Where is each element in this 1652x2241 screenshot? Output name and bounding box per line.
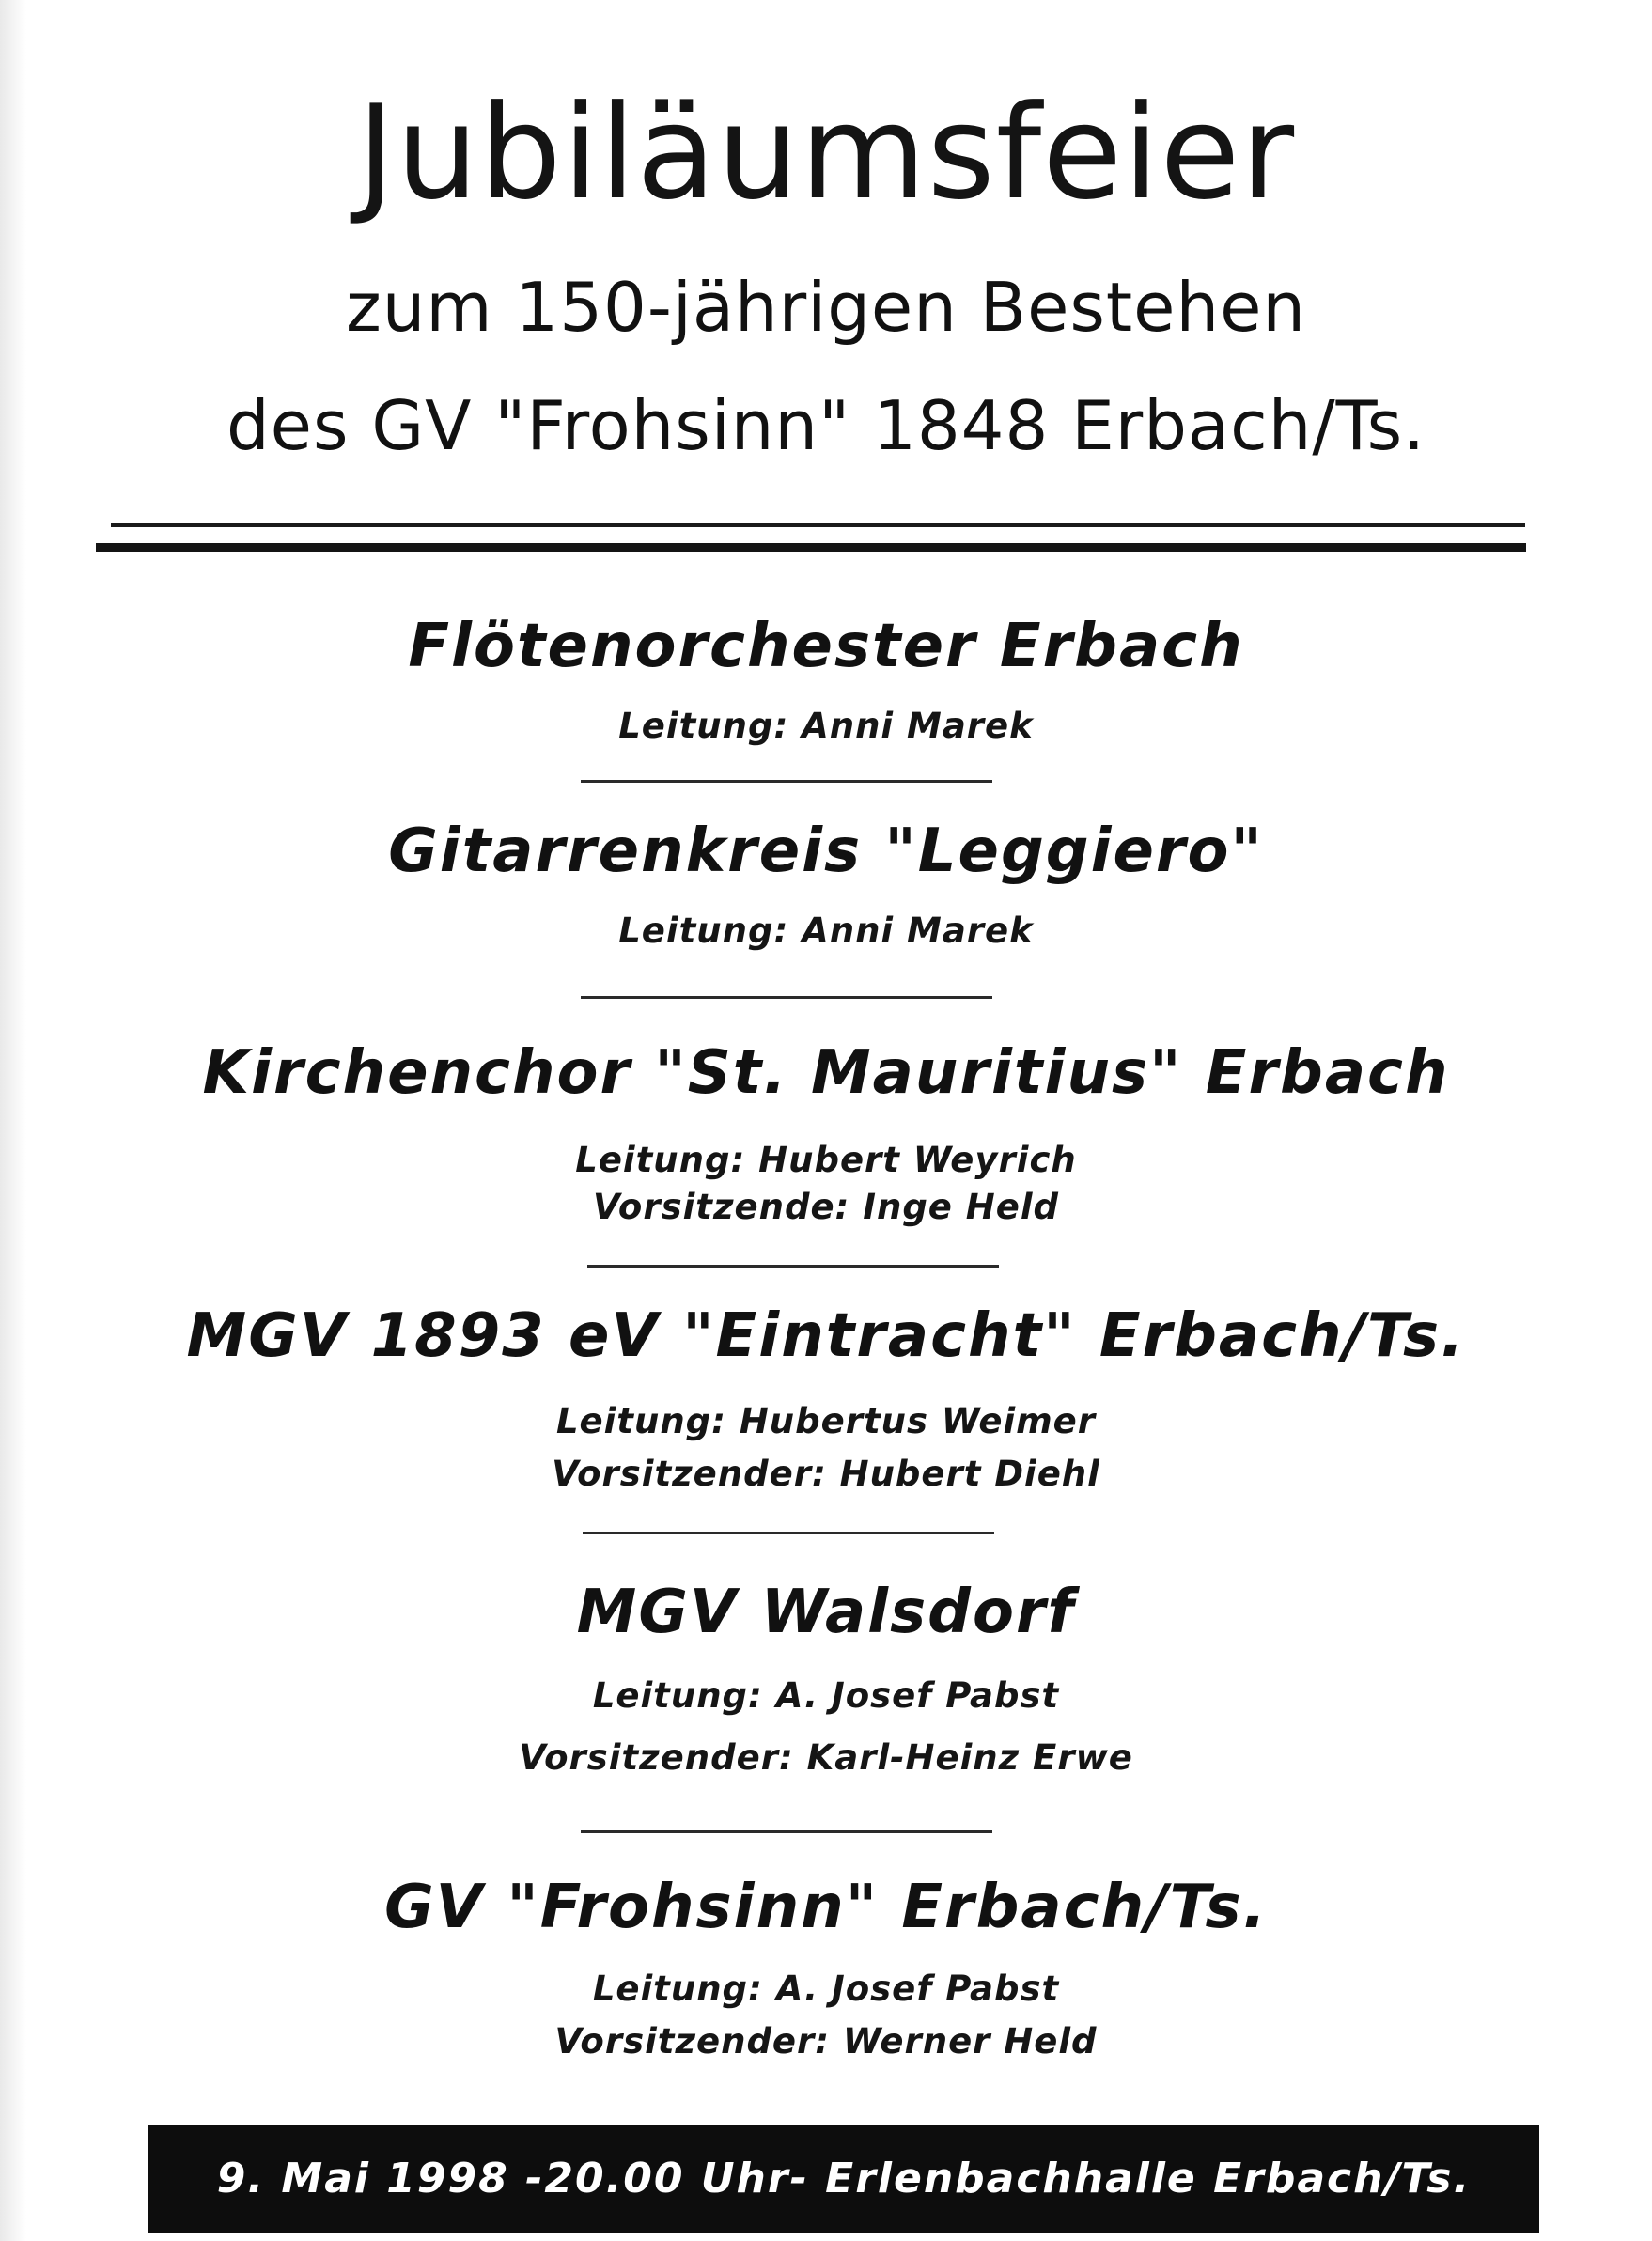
group-name-mgv-eintracht: MGV 1893 eV "Eintracht" Erbach/Ts. — [186, 1301, 1466, 1371]
header-divider-thick — [96, 543, 1526, 552]
group-detail-kirchenchor-leitung: Leitung: Hubert Weyrich — [575, 1140, 1077, 1180]
group-detail-gv-frohsinn-leitung: Leitung: A. Josef Pabst — [592, 1969, 1060, 2009]
group-separator — [587, 1265, 999, 1268]
group-detail-mgv-eintracht-vorsitz: Vorsitzender: Hubert Diehl — [552, 1454, 1100, 1494]
poster-subtitle-line-1: zum 150-jährigen Bestehen — [345, 268, 1307, 347]
group-separator — [581, 996, 992, 999]
poster-title: Jubiläumsfeier — [356, 77, 1296, 228]
group-detail-floetenorchester-leitung: Leitung: Anni Marek — [618, 706, 1034, 746]
group-name-gv-frohsinn: GV "Frohsinn" Erbach/Ts. — [384, 1873, 1268, 1942]
group-separator — [583, 1532, 994, 1534]
header-divider-thin — [111, 523, 1525, 527]
footer-event-info: 9. Mai 1998 -20.00 Uhr- Erlenbachhalle Erbach/Ts. — [216, 2155, 1472, 2202]
group-detail-mgv-eintracht-leitung: Leitung: Hubertus Weimer — [555, 1401, 1097, 1441]
group-name-floetenorchester: Flötenorchester Erbach — [408, 612, 1244, 681]
group-name-gitarrenkreis: Gitarrenkreis "Leggiero" — [388, 817, 1264, 886]
group-detail-mgv-walsdorf-leitung: Leitung: A. Josef Pabst — [592, 1675, 1060, 1716]
group-name-mgv-walsdorf: MGV Walsdorf — [576, 1578, 1076, 1647]
group-detail-gitarrenkreis-leitung: Leitung: Anni Marek — [618, 910, 1034, 951]
poster-subtitle-line-2: des GV "Frohsinn" 1848 Erbach/Ts. — [226, 386, 1426, 465]
group-detail-kirchenchor-vorsitz: Vorsitzende: Inge Held — [592, 1187, 1060, 1227]
group-name-kirchenchor: Kirchenchor "St. Mauritius" Erbach — [202, 1038, 1450, 1108]
group-detail-gv-frohsinn-vorsitz: Vorsitzender: Werner Held — [554, 2021, 1098, 2062]
group-detail-mgv-walsdorf-vorsitz: Vorsitzender: Karl-Heinz Erwe — [519, 1737, 1133, 1778]
group-separator — [581, 780, 992, 783]
group-separator — [581, 1830, 992, 1833]
